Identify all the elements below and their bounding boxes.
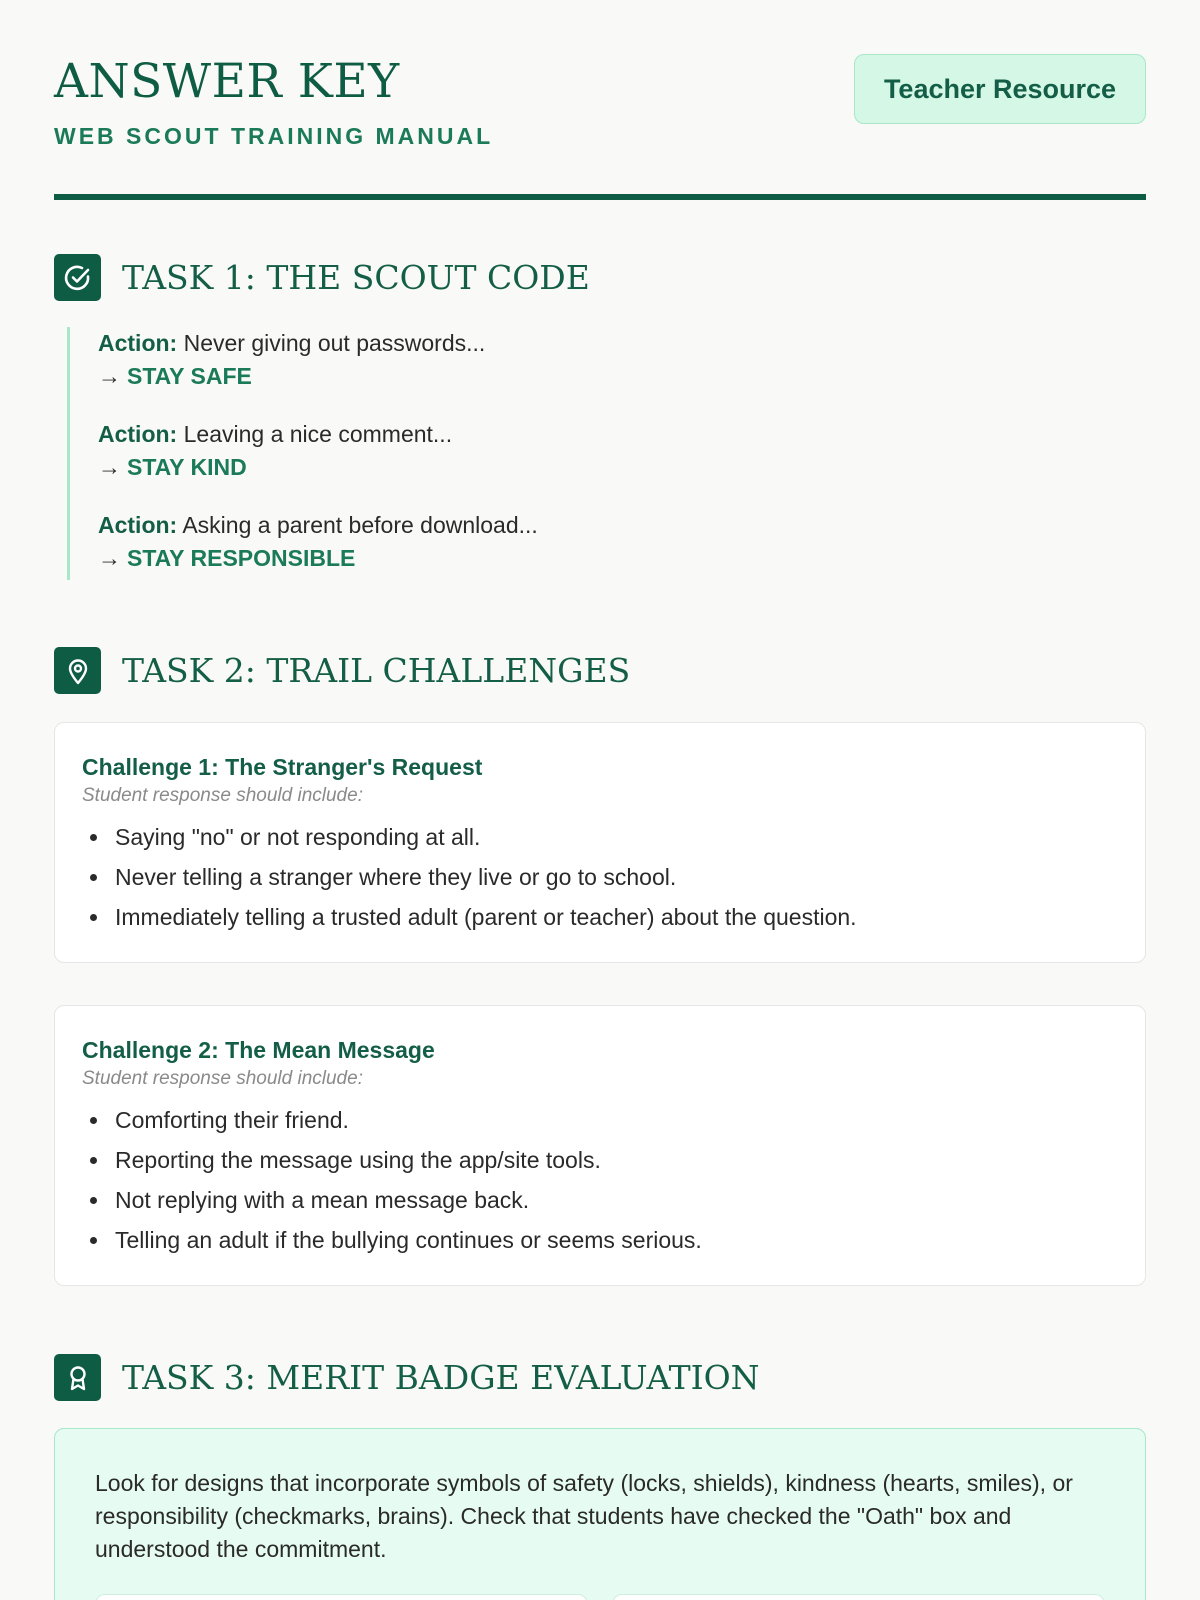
action-text: Never giving out passwords... <box>183 330 486 356</box>
challenge-card <box>54 1005 1146 1286</box>
evaluation-boxes <box>95 1594 1105 1600</box>
list-item: Never telling a stranger where they live or go to school. <box>82 857 1118 897</box>
arrow-right-icon: → <box>98 363 121 389</box>
challenge-note: Student response should include: <box>82 1068 363 1089</box>
teacher-resource-badge: Teacher Resource <box>854 54 1146 124</box>
challenge-points <box>82 1100 1118 1260</box>
challenge-note: Student response should include: <box>82 785 363 806</box>
arrow-right-icon: → <box>98 454 121 480</box>
action-text: Leaving a nice comment... <box>183 421 453 447</box>
list-item: Telling an adult if the bullying continues or seems serious. <box>82 1220 1118 1260</box>
list-item: Saying "no" or not responding at all. <box>82 817 1118 857</box>
list-item <box>98 418 767 484</box>
header-divider <box>54 194 1146 200</box>
action-result: STAY RESPONSIBLE <box>127 545 356 571</box>
task1-title: TASK 1: THE SCOUT CODE <box>122 258 590 297</box>
action-text: Asking a parent before download... <box>182 512 538 538</box>
list-item: Comforting their friend. <box>82 1100 1118 1140</box>
header <box>54 0 1146 200</box>
action-label: Action: <box>98 512 178 538</box>
check-circle-icon <box>54 254 101 301</box>
page-title: ANSWER KEY <box>54 54 400 109</box>
list-item: Reporting the message using the app/site tools. <box>82 1140 1118 1180</box>
merit-badge-evaluation <box>54 1428 1146 1600</box>
challenge-title: Challenge 1: The Stranger's Request <box>82 754 483 780</box>
challenge-card <box>54 722 1146 963</box>
arrow-right-icon: → <box>98 545 121 571</box>
task1-heading <box>54 254 590 301</box>
task3-heading <box>54 1354 760 1401</box>
evaluation-text: Look for designs that incorporate symbols of safety (locks, shields), kindness (hearts, smiles), or responsibility (checkmarks, brains). Check that students have checked the "Oath" box and understood the commitment. <box>95 1470 1073 1562</box>
award-icon <box>54 1354 101 1401</box>
page-subtitle: WEB SCOUT TRAINING MANUAL <box>54 123 494 149</box>
action-label: Action: <box>98 421 178 447</box>
challenge-points <box>82 817 1118 937</box>
evaluation-box <box>95 1594 588 1600</box>
task2-title: TASK 2: TRAIL CHALLENGES <box>122 651 631 690</box>
action-result: STAY KIND <box>127 454 247 480</box>
task3-title: TASK 3: MERIT BADGE EVALUATION <box>122 1358 760 1397</box>
list-item: Immediately telling a trusted adult (parent or teacher) about the question. <box>82 897 1118 937</box>
list-item <box>98 327 767 393</box>
challenge-title: Challenge 2: The Mean Message <box>82 1037 435 1063</box>
evaluation-box <box>612 1594 1105 1600</box>
map-pin-icon <box>54 647 101 694</box>
list-item: Not replying with a mean message back. <box>82 1180 1118 1220</box>
task2-heading <box>54 647 630 694</box>
scout-code-list <box>67 327 767 580</box>
action-label: Action: <box>98 330 178 356</box>
list-item <box>98 509 767 575</box>
action-result: STAY SAFE <box>127 363 252 389</box>
